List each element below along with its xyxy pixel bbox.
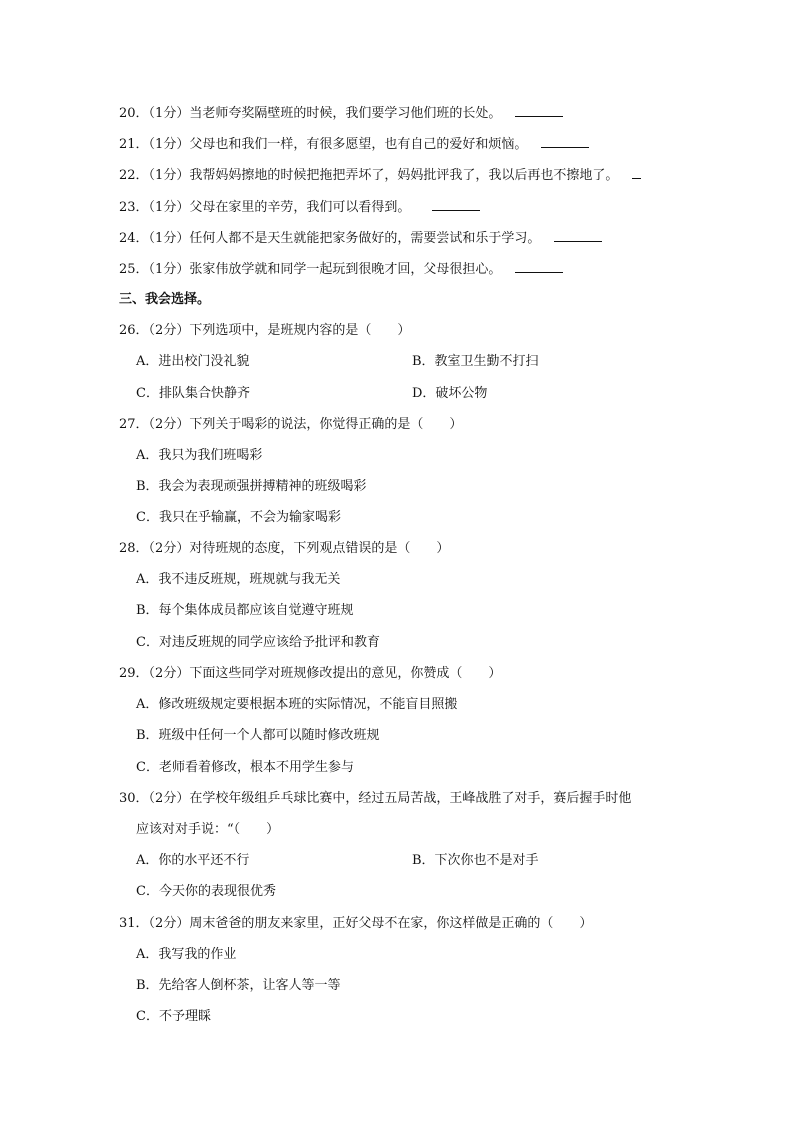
question-score: （2分） — [148, 541, 190, 556]
question-31-option-b[interactable]: B．先给客人倒杯茶，让客人等一等 — [136, 978, 341, 993]
question-number: 22． — [119, 168, 149, 183]
question-number: 24． — [119, 231, 149, 246]
question-score: （2分） — [148, 323, 190, 338]
question-number: 25． — [119, 262, 149, 277]
question-26-stem — [119, 322, 410, 340]
question-text: 下列选项中，是班规内容的是（ ） — [189, 323, 411, 338]
judgment-item-20 — [119, 104, 563, 123]
question-28-option-b[interactable]: B．每个集体成员都应该自觉遵守班规 — [136, 603, 354, 618]
judgment-item-23 — [119, 198, 480, 217]
answer-blank[interactable] — [432, 198, 480, 211]
question-text: 当老师夸奖隔壁班的时候，我们要学习他们班的长处。 — [189, 106, 502, 121]
section-title: 三、我会选择。 — [119, 292, 211, 307]
question-30-option-a[interactable]: A．你的水平还不行 — [136, 853, 250, 868]
question-26-option-d[interactable]: D．破坏公物 — [412, 386, 488, 401]
question-29-option-a[interactable]: A．修改班级规定要根据本班的实际情况，不能盲目照搬 — [136, 697, 458, 712]
question-30-stem — [119, 790, 631, 808]
question-28-option-a[interactable]: A．我不违反班规，班规就与我无关 — [136, 572, 341, 587]
question-30-option-c[interactable]: C．今天你的表现很优秀 — [136, 884, 276, 899]
question-text: 父母也和我们一样，有很多愿望，也有自己的爱好和烦恼。 — [189, 137, 528, 152]
question-27-stem — [119, 416, 462, 434]
question-number: 20． — [119, 106, 149, 121]
question-number: 23． — [119, 200, 149, 215]
question-number: 21． — [119, 137, 149, 152]
question-31-option-c[interactable]: C．不予理睬 — [136, 1009, 211, 1024]
question-score: （2分） — [148, 916, 190, 931]
question-score: （1分） — [148, 231, 190, 246]
question-text: 对待班规的态度，下列观点错误的是（ ） — [189, 541, 450, 556]
judgment-item-22 — [119, 166, 641, 185]
question-score: （2分） — [148, 666, 190, 681]
judgment-item-21 — [119, 135, 589, 154]
question-27-option-c[interactable]: C．我只在乎输赢，不会为输家喝彩 — [136, 510, 341, 525]
question-28-stem — [119, 540, 449, 558]
question-31-stem — [119, 915, 592, 933]
question-number: 29． — [119, 666, 149, 681]
question-29-stem — [119, 665, 501, 683]
question-30-stem-continued: 应该对对手说：“（ ） — [136, 822, 280, 837]
question-score: （1分） — [148, 168, 190, 183]
question-27-option-b[interactable]: B．我会为表现顽强拼搏精神的班级喝彩 — [136, 479, 367, 494]
question-text: 父母在家里的辛劳，我们可以看得到。 — [189, 200, 411, 215]
question-text: 下列关于喝彩的说法，你觉得正确的是（ ） — [189, 417, 463, 432]
question-30-option-b[interactable]: B．下次你也不是对手 — [412, 853, 539, 868]
question-text: 张家伟放学就和同学一起玩到很晚才回，父母很担心。 — [189, 262, 502, 277]
question-text: 下面这些同学对班规修改提出的意见，你赞成（ ） — [189, 666, 502, 681]
judgment-item-25 — [119, 260, 563, 279]
judgment-item-24 — [119, 229, 602, 248]
question-29-option-c[interactable]: C．老师看着修改，根本不用学生参与 — [136, 760, 354, 775]
question-score: （1分） — [148, 200, 190, 215]
question-score: （2分） — [148, 791, 190, 806]
question-score: （1分） — [148, 106, 190, 121]
question-text: 周末爸爸的朋友来家里，正好父母不在家，你这样做是正确的（ ） — [189, 916, 593, 931]
question-text: 我帮妈妈擦地的时候把拖把弄坏了，妈妈批评我了，我以后再也不擦地了。 — [189, 168, 619, 183]
question-26-option-b[interactable]: B．教室卫生勤不打扫 — [412, 354, 539, 369]
question-text: 在学校年级组乒乓球比赛中，经过五局苦战，王峰战胜了对手，赛后握手时他 — [189, 791, 632, 806]
question-31-option-a[interactable]: A．我写我的作业 — [136, 947, 237, 962]
question-number: 31． — [119, 916, 149, 931]
question-26-option-c[interactable]: C．排队集合快静齐 — [136, 386, 250, 401]
question-score: （2分） — [148, 417, 190, 432]
question-number: 28． — [119, 541, 149, 556]
answer-blank[interactable] — [541, 135, 589, 148]
answer-blank[interactable] — [632, 166, 641, 179]
question-27-option-a[interactable]: A．我只为我们班喝彩 — [136, 448, 263, 463]
question-score: （1分） — [148, 262, 190, 277]
question-number: 26． — [119, 323, 149, 338]
question-28-option-c[interactable]: C．对违反班规的同学应该给予批评和教育 — [136, 635, 380, 650]
answer-blank[interactable] — [515, 104, 563, 117]
question-text: 任何人都不是天生就能把家务做好的，需要尝试和乐于学习。 — [189, 231, 541, 246]
question-29-option-b[interactable]: B．班级中任何一个人都可以随时修改班规 — [136, 728, 380, 743]
question-26-option-a[interactable]: A．进出校门没礼貌 — [136, 354, 250, 369]
answer-blank[interactable] — [554, 229, 602, 242]
answer-blank[interactable] — [515, 260, 563, 273]
question-number: 27． — [119, 417, 149, 432]
question-number: 30． — [119, 791, 149, 806]
question-score: （1分） — [148, 137, 190, 152]
